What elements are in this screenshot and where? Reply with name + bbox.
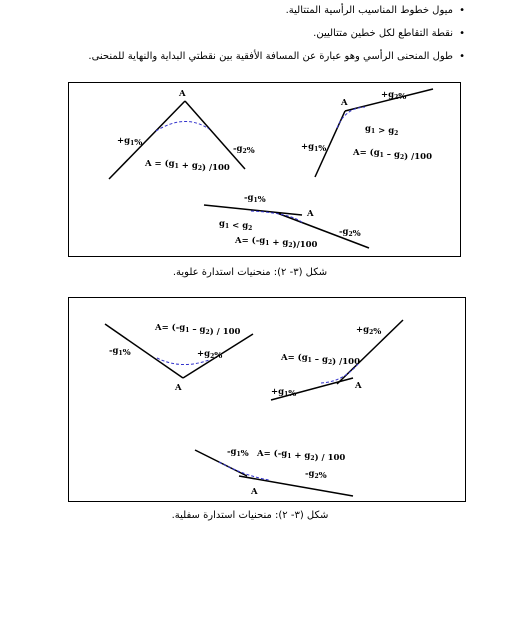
formula-label: $A = (g_1 + g_2)$ /100 xyxy=(145,159,230,173)
grade-line xyxy=(185,101,245,169)
bullet-list xyxy=(40,4,465,73)
point-label: A xyxy=(251,487,258,497)
grade-line xyxy=(204,205,302,215)
grade-label: $+g_2\%$ xyxy=(356,325,382,337)
bullet-item xyxy=(40,4,465,17)
formula-label: $A= (-g_1 + g_2)/100$ xyxy=(235,236,318,250)
bullet-text: طول المنحنى الرأسي وهو عبارة عن المسافة الأفقية بين نقطتي البداية والنهاية للمنحنى. xyxy=(88,51,453,62)
point-label: A xyxy=(341,98,348,108)
grade-label: $+g_2\%$ xyxy=(381,90,407,102)
grade-label: $+g_1\%$ xyxy=(271,387,297,399)
condition-label: $g_1 > g_2$ xyxy=(365,124,399,137)
grade-label: $-g_1\%$ xyxy=(227,447,249,459)
grade-label: $-g_2\%$ xyxy=(233,144,255,156)
sag-curves-diagram xyxy=(69,298,465,501)
condition-label: $g_1 < g_2$ xyxy=(219,219,253,232)
figure-2-caption: شكل (٣- ٢): منحنيات استدارة سفلية. xyxy=(171,510,329,521)
formula-label: $A= (g_1 - g_2)$ /100 xyxy=(281,353,360,367)
figure-1-frame xyxy=(68,82,461,257)
bullet-icon: • xyxy=(459,28,465,39)
grade-label: $-g_2\%$ xyxy=(339,227,361,239)
bullet-item xyxy=(40,27,465,40)
bullet-icon: • xyxy=(459,51,465,62)
bullet-item xyxy=(40,50,465,63)
grade-label: $-g_2\%$ xyxy=(305,469,327,481)
bullet-icon: • xyxy=(459,5,465,16)
point-label: A xyxy=(307,209,314,219)
grade-label: $+g_2\%$ xyxy=(197,349,223,361)
grade-label: $+g_1\%$ xyxy=(117,136,143,148)
point-label: A xyxy=(355,381,362,391)
bullet-text: نقطة التقاطع لكل خطين متتاليين. xyxy=(313,28,453,39)
formula-label: $A= (g_1 - g_2)$ /100 xyxy=(353,148,432,162)
grade-label: $+g_1\%$ xyxy=(301,142,327,154)
grade-label: $-g_1\%$ xyxy=(244,193,266,205)
bullet-text: ميول خطوط المناسيب الرأسية المتتالية. xyxy=(285,5,453,16)
formula-label: $A= (-g_1 + g_2) / 100$ xyxy=(257,449,346,463)
figure-1-caption: شكل (٣- ٢): منحنيات استدارة علوية. xyxy=(172,267,328,278)
point-label: A xyxy=(179,89,186,99)
crest-curves-diagram xyxy=(69,83,460,256)
grade-label: $-g_1\%$ xyxy=(109,346,131,358)
formula-label: $A= (-g_1 - g_2) / 100$ xyxy=(155,323,241,337)
point-label: A xyxy=(175,383,182,393)
figure-2-frame xyxy=(68,297,466,502)
